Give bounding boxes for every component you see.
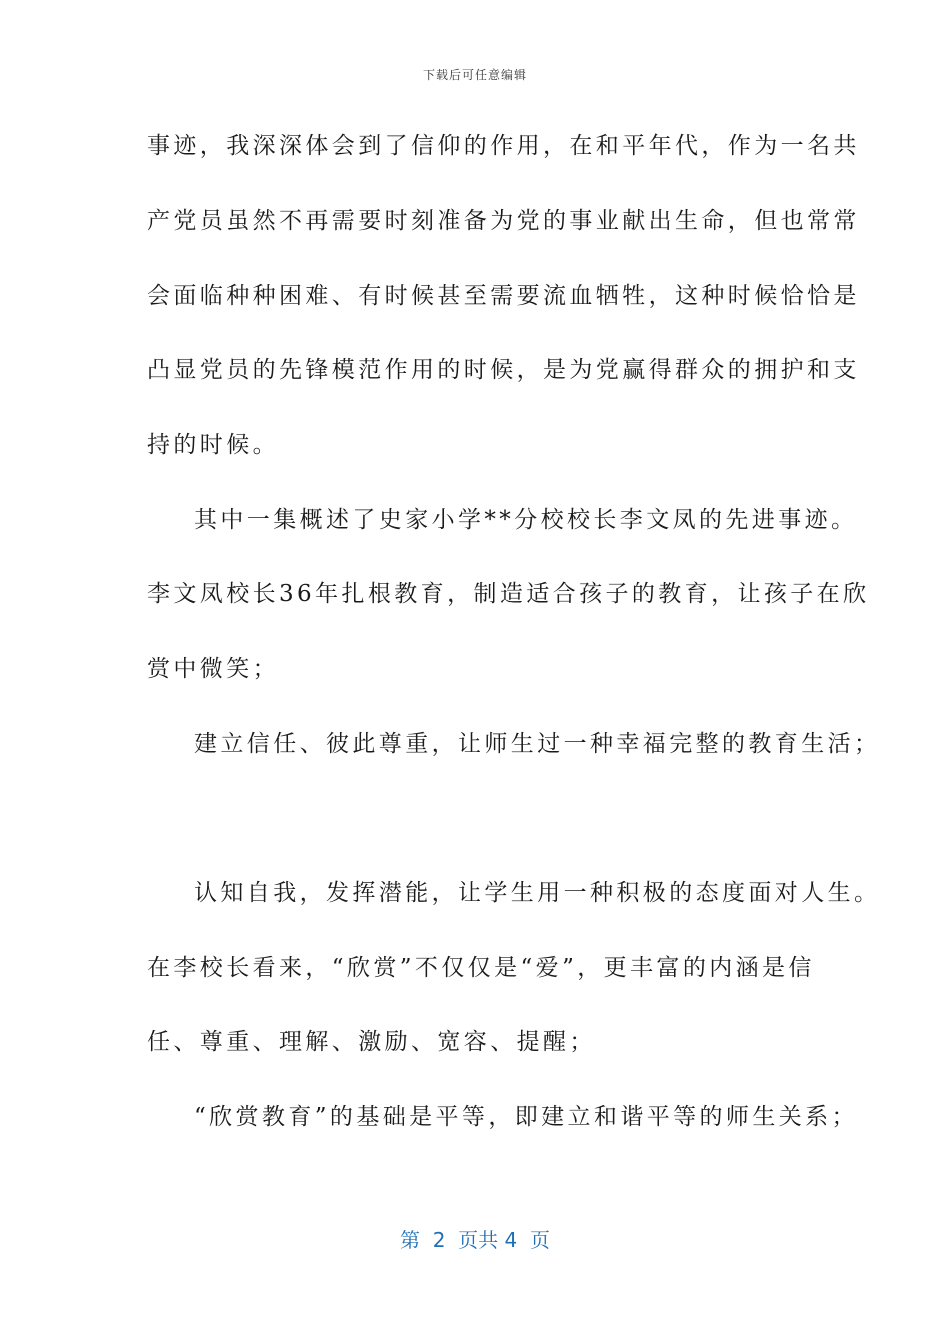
text-line: 在李校长看来，“欣赏”不仅仅是“爱”，更丰富的内涵是信 [147,955,815,981]
text-line: 凸显党员的先锋模范作用的时候，是为党赢得群众的拥护和支 [147,357,860,383]
text-line: 李文凤校长36年扎根教育，制造适合孩子的教育，让孩子在欣 [147,581,870,607]
text-line: 赏中微笑； [147,656,279,682]
text-line: “欣赏教育”的基础是平等，即建立和谐平等的师生关系； [194,1104,858,1130]
page-number: 第 2 页共 4 页 [400,1228,550,1252]
text-line: 建立信任、彼此尊重，让师生过一种幸福完整的教育生活； [194,731,881,757]
text-line: 事迹，我深深体会到了信仰的作用，在和平年代，作为一名共 [147,133,860,159]
header-note: 下载后可任意编辑 [422,68,527,82]
text-line: 产党员虽然不再需要时刻准备为党的事业献出生命，但也常常 [147,208,860,234]
text-line: 任、尊重、理解、激励、宽容、提醒； [147,1029,596,1055]
text-line: 其中一集概述了史家小学**分校校长李文凤的先进事迹。 [194,507,858,533]
text-line: 持的时候。 [147,432,279,458]
text-line: 认知自我，发挥潜能，让学生用一种积极的态度面对人生。 [194,880,881,906]
text-line: 会面临种种困难、有时候甚至需要流血牺牲，这种时候恰恰是 [147,283,860,309]
